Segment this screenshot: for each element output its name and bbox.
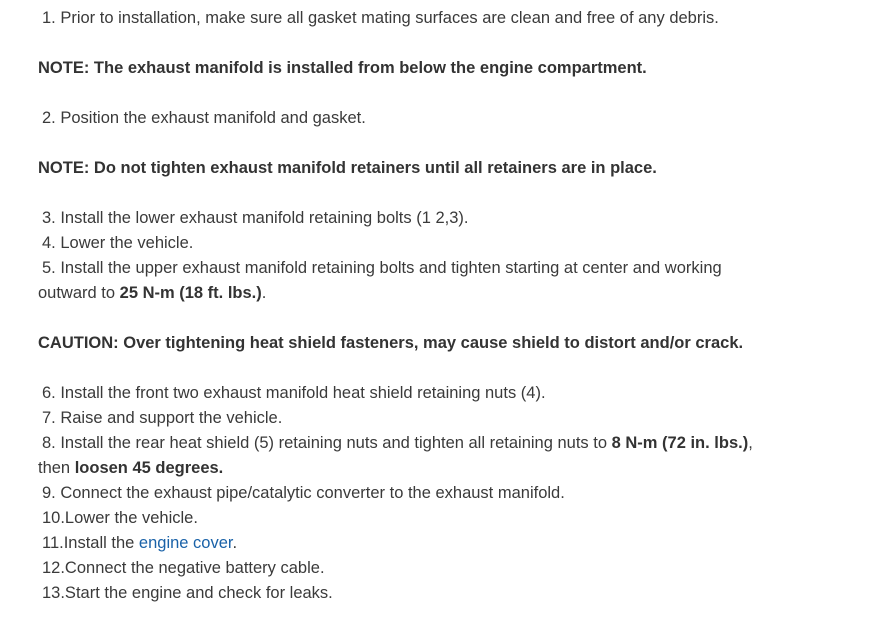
spacer [38, 356, 828, 381]
step-8-line-2 [38, 456, 828, 481]
step-12: 12.Connect the negative battery cable. [42, 559, 325, 577]
step-13: 13.Start the engine and check for leaks. [42, 584, 333, 602]
step-4: 4. Lower the vehicle. [42, 234, 194, 252]
caution-note: CAUTION: Over tightening heat shield fasteners, may cause shield to distort and/or crack. [38, 334, 744, 352]
step-2: 2. Position the exhaust manifold and gasket. [42, 109, 366, 127]
step-8-text: 8. Install the rear heat shield (5) retaining nuts and tighten all retaining nuts to [42, 434, 612, 452]
step-3: 3. Install the lower exhaust manifold retaining bolts (1 2,3). [42, 209, 469, 227]
engine-cover-link[interactable]: engine cover [138, 534, 233, 552]
spacer [38, 131, 828, 156]
step-11-period: . [232, 534, 238, 552]
step-11 [38, 531, 828, 556]
step-11-text: 11.Install the [42, 534, 139, 552]
step-10: 10.Lower the vehicle. [42, 509, 198, 527]
step-9: 9. Connect the exhaust pipe/catalytic converter to the exhaust manifold. [42, 484, 565, 502]
step-5-text: outward to [38, 284, 120, 302]
step-7: 7. Raise and support the vehicle. [42, 409, 283, 427]
step-1: 1. Prior to installation, make sure all gasket mating surfaces are clean and free of any debris. [42, 9, 719, 27]
procedure-document [38, 6, 828, 606]
step-5-period: . [261, 284, 267, 302]
spacer [38, 31, 828, 56]
step-8-loosen: loosen 45 degrees. [74, 459, 224, 477]
spacer [38, 81, 828, 106]
note-2: NOTE: Do not tighten exhaust manifold retainers until all retainers are in place. [38, 159, 657, 177]
spacer [38, 306, 828, 331]
step-5-line-2 [38, 281, 828, 306]
step-6: 6. Install the front two exhaust manifold heat shield retaining nuts (4). [42, 384, 546, 402]
note-1: NOTE: The exhaust manifold is installed from below the engine compartment. [38, 59, 647, 77]
step-8-line-1 [38, 431, 828, 456]
step-8-then: then [38, 459, 75, 477]
step-5-line-1: 5. Install the upper exhaust manifold retaining bolts and tighten starting at center and working [42, 259, 722, 277]
step-8-comma: , [748, 434, 753, 452]
step-5-torque: 25 N-m (18 ft. lbs.) [119, 284, 262, 302]
step-8-torque: 8 N-m (72 in. lbs.) [611, 434, 749, 452]
spacer [38, 181, 828, 206]
